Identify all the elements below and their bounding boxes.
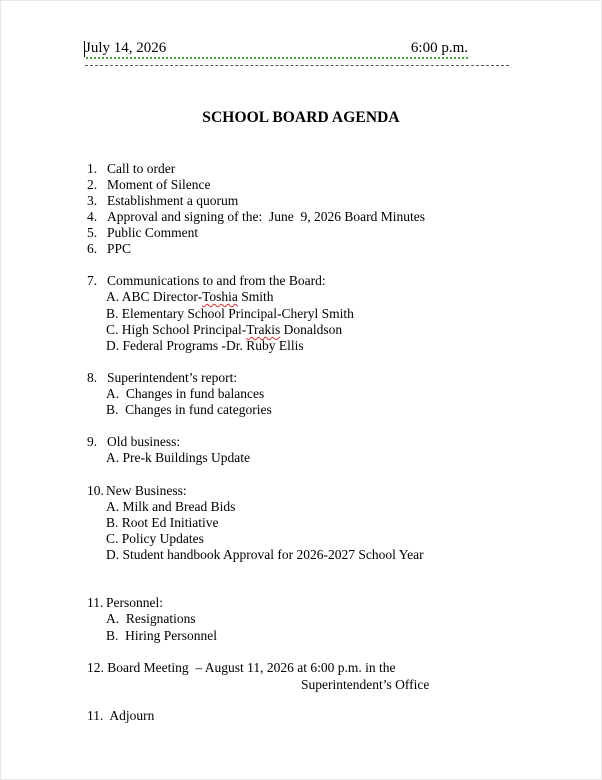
misspelled-word[interactable]: Trakis [246,322,281,337]
agenda-item-1 [87,161,175,177]
agenda-item-6 [87,241,131,257]
item-number: 7. [87,273,98,288]
agenda-item-9 [87,434,180,450]
agenda-item-10 [87,483,187,499]
item-number: 2. [87,177,98,192]
item-text: Communications to and from the Board: [107,273,326,288]
sub-item-text: C. High School Principal- [106,322,247,337]
item-text: PPC [107,241,132,256]
agenda-item-8 [87,370,237,386]
sub-item-7a [106,289,274,305]
item-number: 8. [87,370,98,385]
item-number: 4. [87,209,98,224]
agenda-item-7 [87,273,326,289]
agenda-item-12 [87,660,395,676]
grammar-squiggle [85,56,468,59]
item-number: 1. [87,161,98,176]
agenda-item-11 [87,595,163,611]
agenda-item-5 [87,225,198,241]
agenda-item-2 [87,177,210,193]
item-text: Board Meeting – August 11, 2026 at 6:00 p.m. in the [103,660,396,675]
sub-item-9a: A. Pre-k Buildings Update [106,450,250,465]
sub-item-11a: A. Resignations [106,611,196,626]
agenda-item-adjourn [87,708,154,724]
item-text: New Business: [106,483,187,498]
header-divider [85,65,509,66]
item-text: Adjourn [103,708,155,723]
item-number: 9. [87,434,98,449]
sub-item-8a: A. Changes in fund balances [106,386,265,401]
meeting-time[interactable]: 6:00 p.m. [410,40,468,56]
sub-item-10c: C. Policy Updates [106,531,204,546]
misspelled-word[interactable]: Toshia [202,289,238,304]
item-number: 10. [87,483,104,498]
item-number: 5. [87,225,98,240]
item-text: Moment of Silence [107,177,211,192]
item-text: Superintendent’s report: [107,370,238,385]
document-title: SCHOOL BOARD AGENDA [202,109,400,126]
item-text: Personnel: [106,595,163,610]
item-text: Call to order [107,161,176,176]
sub-item-8b: B. Changes in fund categories [106,402,272,417]
sub-item-10b: B. Root Ed Initiative [106,515,219,530]
item-number: 3. [87,193,98,208]
sub-item-11b: B. Hiring Personnel [106,628,217,643]
sub-item-7b: B. Elementary School Principal-Cheryl Smith [106,306,354,321]
item-text: Establishment a quorum [107,193,239,208]
item-number: 11. [87,708,104,723]
item-text: Public Comment [107,225,199,240]
sub-item-10a: A. Milk and Bread Bids [106,499,236,514]
agenda-item-12-continued: Superintendent’s Office [301,677,430,692]
sub-item-7c [106,322,342,338]
item-text: Old business: [107,434,181,449]
sub-item-text: A. ABC Director- [106,289,203,304]
item-number: 6. [87,241,98,256]
agenda-item-4 [87,209,425,225]
sub-item-text: Donaldson [280,322,343,337]
meeting-date[interactable]: July 14, 2026 [85,40,167,56]
item-number: 11. [87,595,104,610]
sub-item-text: Smith [237,289,274,304]
sub-item-10d: D. Student handbook Approval for 2026-2027 School Year [106,547,424,562]
agenda-item-3 [87,193,238,209]
item-number: 12. [87,660,104,675]
sub-item-7d: D. Federal Programs -Dr. Ruby Ellis [106,338,304,353]
item-text: Approval and signing of the: June 9, 2026 Board Minutes [107,209,425,224]
